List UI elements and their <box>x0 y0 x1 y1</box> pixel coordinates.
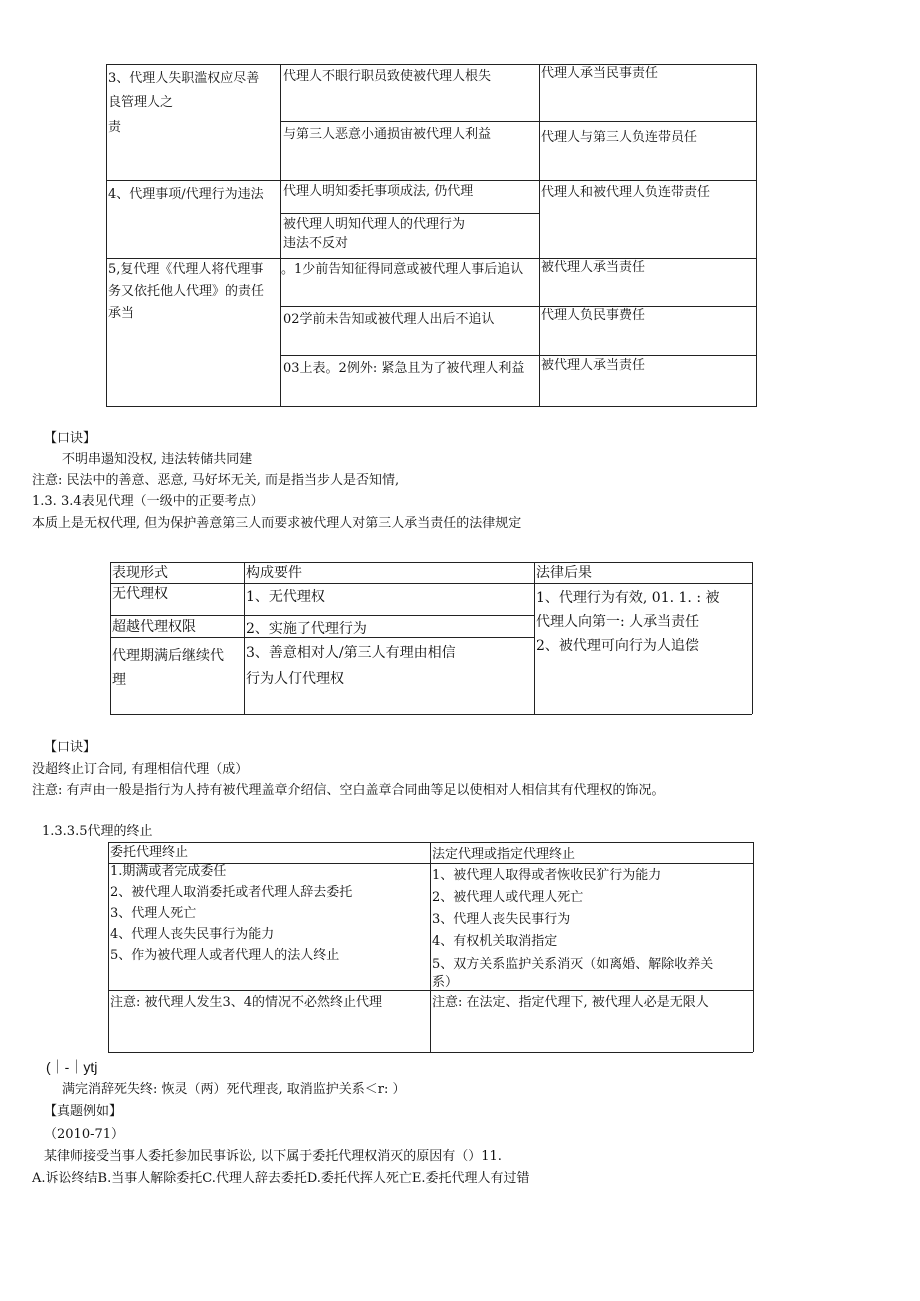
row5-left-line2: 务又依托他人代理》的责任 <box>108 284 265 299</box>
apparent-agency-desc: 本质上是无权代理, 但为保护善意第三人而要求被代理人对第三人承当责任的法律规定 <box>32 516 522 531</box>
form-expired-line1: 代理期满后继续代 <box>112 648 224 664</box>
table3-header-entrusted: 委托代理终止 <box>110 845 189 860</box>
mnemonic2-line: 没超终止订合同, 有理相信代理（成） <box>32 762 249 777</box>
row5-result3: 被代理人承当责任 <box>541 358 646 373</box>
table2-header-elements: 构成要件 <box>246 565 302 581</box>
row3-left-line3: 责 <box>108 120 122 135</box>
entrusted-item-5: 5、作为被代理人或者代理人的法人终止 <box>110 948 340 963</box>
row4-cond1: 代理人明知委托事项成法, 仍代理 <box>283 184 474 199</box>
row5-result1: 被代理人承当责任 <box>541 260 646 275</box>
row3-result2: 代理人与第三人负连带员任 <box>541 130 698 145</box>
entrusted-item-2: 2、被代理人取消委托或者代理人辞去委托 <box>110 885 353 900</box>
form-no-authority: 无代理权 <box>112 586 168 602</box>
row3-left-line1: 3、代理人失职滥权应尽善 <box>108 71 260 86</box>
row3-result1: 代理人承当民事责任 <box>541 66 659 81</box>
mnemonic2-note: 注意: 有声由一般是指行为人持有被代理盖章介绍信、空白盖章合同曲等足以使相对人相信其有代理权的饰况。 <box>32 783 665 798</box>
mark-text: (｜-｜ytj <box>46 1059 98 1075</box>
row3-left-line2: 良管理人之 <box>108 95 174 110</box>
mnemonic1-heading: 【口诀】 <box>44 431 97 446</box>
row5-result2: 代理人负民事费任 <box>541 308 646 323</box>
exam-question: 某律师接受当事人委托参加民事诉讼, 以下属于委托代理权消灭的原因有（）11. <box>44 1149 502 1164</box>
row5-cond2: 02学前未告知或被代理人出后不追认 <box>283 312 495 327</box>
table2-header-consequence: 法律后果 <box>536 565 592 581</box>
entrusted-item-3: 3、代理人死亡 <box>110 906 197 921</box>
exam-heading: 【真题例如】 <box>44 1104 123 1119</box>
exam-year: （2010-71） <box>44 1127 125 1142</box>
mnemonic1-line: 不明串遢知没权, 违法转储共同建 <box>62 452 253 467</box>
statutory-note: 注意: 在法定、指定代理下, 被代理人必是无限人 <box>432 995 709 1010</box>
consequence-line1: 1、代理行为有效, 01. 1. : 被 <box>536 590 720 606</box>
statutory-item-5-cont: 系） <box>432 975 459 990</box>
mnemonic2-heading: 【口诀】 <box>44 740 97 755</box>
table3-header-statutory: 法定代理或指定代理终止 <box>432 847 576 862</box>
statutory-item-3: 3、代理人丧失民事行为 <box>432 912 571 927</box>
element-2: 2、实施了代理行为 <box>246 621 367 637</box>
mnemonic1-note: 注意: 民法中的善意、恶意, 马好坏无关, 而是指当步人是否知情, <box>32 473 400 488</box>
row5-left-line1: 5,复代理《代理人将代理事 <box>108 262 264 277</box>
row5-cond3: 03上表。2例外: 紧急且为了被代理人利益 <box>283 361 525 376</box>
row4-cond2-line2: 违法不反对 <box>283 236 349 251</box>
statutory-item-4: 4、有权机关取消指定 <box>432 934 558 949</box>
entrusted-note: 注意: 被代理人发生3、4的情况不必然终止代理 <box>110 995 383 1010</box>
element-3-line1: 3、善意相对人/第三人有理由相信 <box>246 645 456 661</box>
entrusted-item-1: 1.期满或者完成委任 <box>110 864 227 879</box>
row4-result1: 代理人和被代理人负连带责任 <box>541 185 711 200</box>
statutory-item-5: 5、双方关系监护关系消灭（如离婚、解除收养关 <box>432 957 714 972</box>
element-3-line2: 行为人仃代理权 <box>246 671 344 687</box>
row5-cond1: 。1少前告知征得同意或被代理人事后追认 <box>281 262 524 277</box>
form-exceed-authority: 超越代理权限 <box>112 619 196 635</box>
section-apparent-agency: 1.3. 3.4表见代理（一级中的正要考点） <box>32 494 264 509</box>
exam-options: A.诉讼终结B.当事人解除委托C.代理人辞去委托D.委托代挥人死亡E.委托代理人有过错 <box>32 1171 530 1186</box>
consequence-line3: 2、被代理可向行为人追偿 <box>536 638 699 654</box>
statutory-item-2: 2、被代理人或代理人死亡 <box>432 890 584 905</box>
termination-mnemonic: 满完消辞死失终: 恢灵（两）死代理丧, 取消监护关系＜r: ） <box>62 1082 406 1097</box>
entrusted-item-4: 4、代理人丧失民事行为能力 <box>110 927 275 942</box>
row5-left-line3: 承当 <box>108 306 135 321</box>
row4-cond2-line1: 被代理人明知代理人的代理行为 <box>283 217 466 232</box>
form-expired-line2: 理 <box>112 672 126 688</box>
element-1: 1、无代理权 <box>246 589 325 605</box>
consequence-line2: 代理人向第一: 人承当责任 <box>536 614 700 630</box>
row4-left: 4、代理事项/代理行为违法 <box>108 187 264 202</box>
row3-cond2: 与第三人恶意小通损宙被代理人利益 <box>283 127 492 142</box>
row3-cond1: 代理人不眼行职员致使被代理人根失 <box>283 69 492 84</box>
statutory-item-1: 1、被代理人取得或者恢收民犷行为能力 <box>432 868 662 883</box>
section-termination-title: 1.3.3.5代理的终止 <box>42 824 153 839</box>
table2-header-form: 表现形式 <box>112 565 168 581</box>
